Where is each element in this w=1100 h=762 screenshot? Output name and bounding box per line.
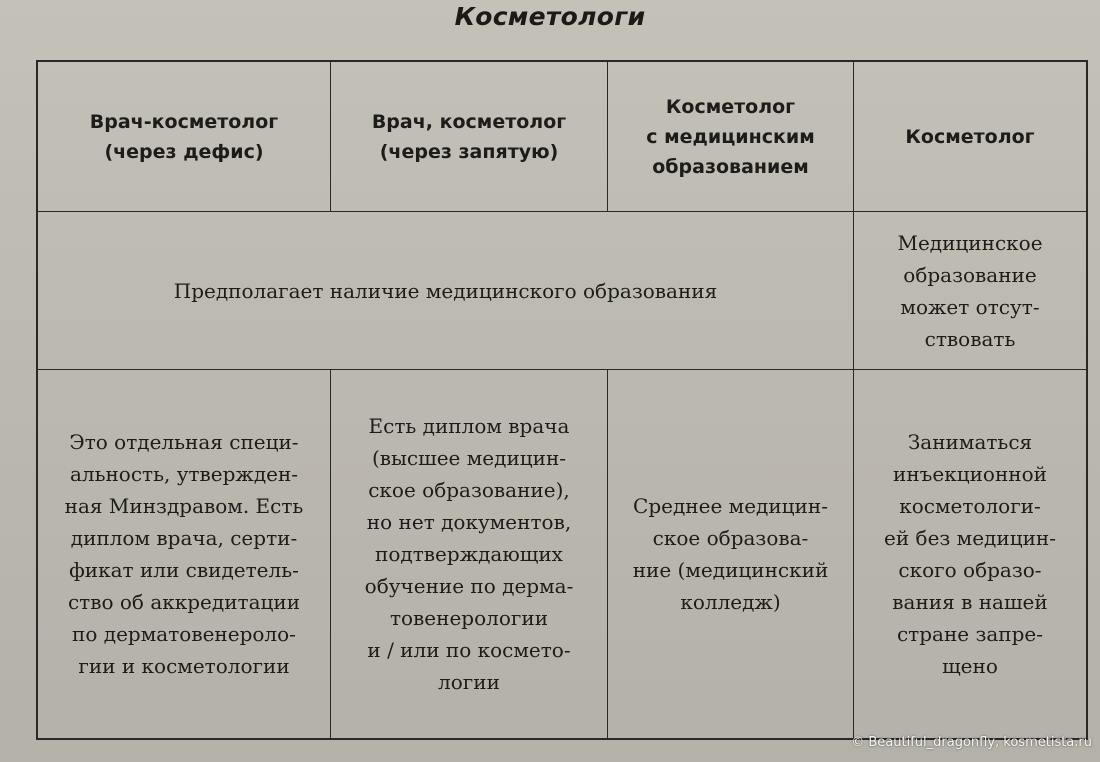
description-cell-4: Заниматься инъекционной косметологи- ей без медицин- ского образо- вания в нашей стране запре- щено: [884, 430, 1056, 678]
header-cell-kosmetolog: Косметолог: [854, 62, 1086, 212]
description-cell-2: Есть диплом врача (высшее медицин- ское образование), но нет документов, подтверждающих обучение по дерма- товенерологии и / или по космето- логии: [331, 370, 608, 738]
header-cell-vrach-comma-kosmetolog: Врач, косметолог (через запятую): [331, 62, 608, 212]
merged-education-cell: Предполагает наличие медицинского образования: [38, 212, 854, 370]
comparison-table: [36, 60, 1088, 740]
header-cell-kosmetolog-med: Косметолог с медицинским образованием: [608, 62, 854, 212]
description-cell-1: Это отдельная специ- альность, утвержден- ная Минздравом. Есть диплом врача, серти- фикат или свидетель- ство об аккредитации по дерматовенероло- гии и косметологии: [38, 370, 331, 738]
page-title: Косметологи: [454, 2, 646, 31]
watermark-credit: © Beautiful_dragonfly, kosmetista.ru: [851, 735, 1092, 750]
header-cell-vrach-kosmetolog: Врач-косметолог (через дефис): [38, 62, 331, 212]
education-optional-cell: Медицинское образование может отсут- ствовать: [854, 212, 1086, 370]
description-cell-3: Среднее медицин- ское образова- ние (медицинский колледж): [608, 370, 854, 738]
